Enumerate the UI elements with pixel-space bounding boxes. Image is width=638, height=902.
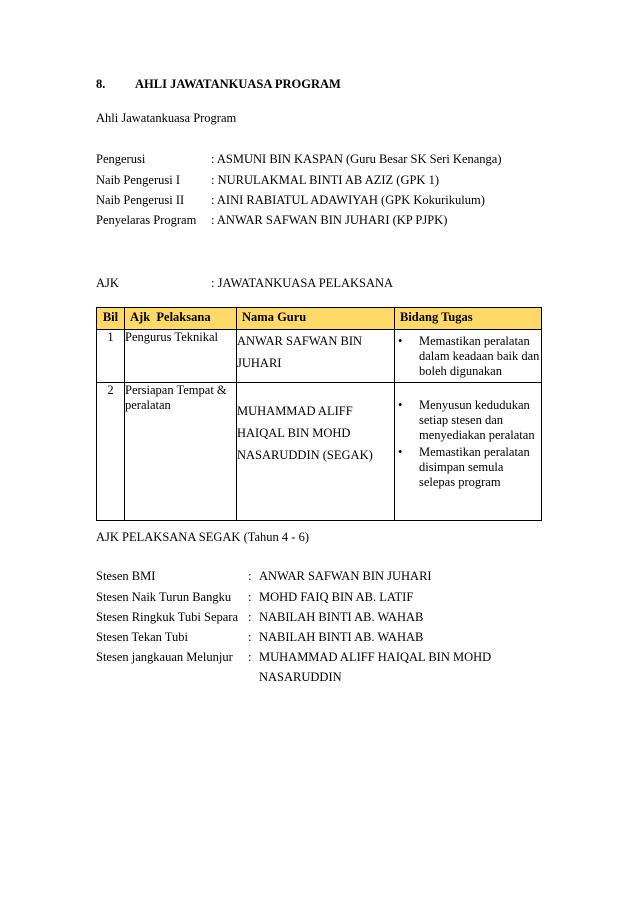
row-pelaksana: Pengurus Teknikal [125,330,237,383]
tugas-item [395,445,541,490]
segak-title: AJK PELAKSANA SEGAK (Tahun 4 - 6) [96,530,310,544]
table-header-row [97,308,542,330]
section-title: AHLI JAWATANKUASA PROGRAM [135,77,341,91]
tugas-item [395,398,541,443]
ajk-value: : JAWATANKUASA PELAKSANA [211,276,394,290]
header-pelaksana: Ajk Pelaksana [125,308,237,330]
station-colon: : [248,610,252,624]
guru-line: JUHARI [237,356,282,370]
station-teacher: ANWAR SAFWAN BIN JUHARI [259,569,432,583]
row-pelaksana: Persiapan Tempat & peralatan [125,383,237,521]
table-row [97,330,542,383]
tugas-text: Memastikan peralatan disimpan semula selepas program [419,445,530,489]
committee-role: Pengerusi [96,152,146,166]
tugas-text: Menyusun kedudukan setiap stesen dan menyediakan peralatan [419,398,535,442]
station-teacher-continued: NASARUDDIN [259,670,342,684]
station-teacher: MOHD FAIQ BIN AB. LATIF [259,590,414,604]
committee-value: : ANWAR SAFWAN BIN JUHARI (KP PJPK) [211,213,448,227]
guru-line: MUHAMMAD ALIFF [237,404,353,418]
station-teacher: NABILAH BINTI AB. WAHAB [259,610,424,624]
ajk-label: AJK [96,276,119,290]
station-colon: : [248,630,252,644]
tugas-text: Memastikan peralatan dalam keadaan baik dan boleh digunakan [419,334,540,378]
section-number: 8. [96,77,106,91]
station-teacher: NABILAH BINTI AB. WAHAB [259,630,424,644]
station-name: Stesen jangkauan Melunjur [96,650,233,664]
row-bil: 1 [97,330,125,383]
header-bil: Bil [97,308,125,330]
station-name: Stesen Tekan Tubi [96,630,188,644]
tugas-item [395,334,541,379]
row-guru [237,330,395,383]
committee-value: : ASMUNI BIN KASPAN (Guru Besar SK Seri Kenanga) [211,152,502,166]
row-tugas [395,383,542,521]
header-bidang-tugas: Bidang Tugas [395,308,542,330]
bullet-icon: • [398,334,403,348]
station-colon: : [248,590,252,604]
row-guru [237,383,395,521]
committee-role: Naib Pengerusi I [96,173,181,187]
station-colon: : [248,650,252,664]
station-name: Stesen BMI [96,569,156,583]
committee-value: : NURULAKMAL BINTI AB AZIZ (GPK 1) [211,173,439,187]
guru-line: ANWAR SAFWAN BIN [237,334,363,348]
station-teacher: MUHAMMAD ALIFF HAIQAL BIN MOHD [259,650,492,664]
committee-value: : AINI RABIATUL ADAWIYAH (GPK Kokurikulum) [211,193,485,207]
guru-line: NASARUDDIN (SEGAK) [237,448,373,462]
header-nama-guru: Nama Guru [237,308,395,330]
ajk-table [96,307,542,521]
bullet-icon: • [398,445,403,459]
bullet-icon: • [398,398,403,412]
section-subtitle: Ahli Jawatankuasa Program [96,111,237,125]
guru-line: HAIQAL BIN MOHD [237,426,351,440]
station-name: Stesen Ringkuk Tubi Separa [96,610,239,624]
committee-role: Naib Pengerusi II [96,193,185,207]
row-bil: 2 [97,383,125,521]
station-name: Stesen Naik Turun Bangku [96,590,232,604]
row-tugas [395,330,542,383]
table-row [97,383,542,521]
station-colon: : [248,569,252,583]
committee-role: Penyelaras Program [96,213,197,227]
